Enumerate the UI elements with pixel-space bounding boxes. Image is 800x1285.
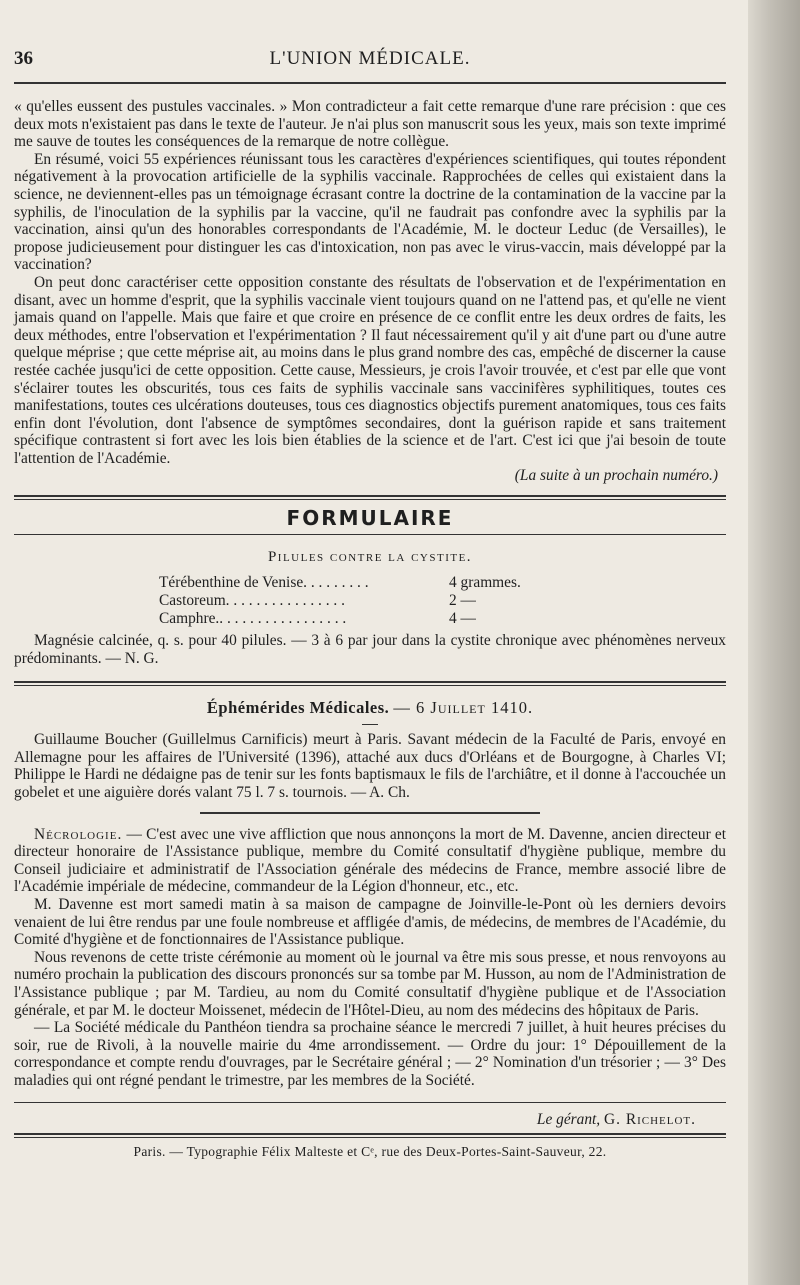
continuation-note: (La suite à un prochain numéro.)	[514, 467, 718, 485]
footer-divider	[14, 1102, 726, 1103]
short-divider	[362, 724, 378, 725]
signature-label: Le gérant,	[536, 1110, 601, 1128]
journal-page	[14, 30, 726, 1280]
ingredient-name: Térébenthine de Venise. . . . . . . . .	[159, 574, 369, 592]
ingredient-quantity: 4 —	[449, 610, 476, 628]
section-divider	[14, 681, 726, 686]
necrologie-paragraph: Nous revenons de cette triste cérémonie au moment où le journal va être mis sous presse, et nous renvoyons au numéro prochain la publication des discours prononcés sur sa tombe par M. Husson, au nom de l'Administration de l'Assistance publique ; par M. Tardieu, au nom du Comité consultatif d'hygiène publique et de l'Association générale, et par M. le docteur Moissenet, médecin de l'Hôtel-Dieu, au nom des médecins des hôpitaux de Paris.	[14, 948, 726, 1019]
necrologie-label: Nécrologie.	[34, 825, 123, 843]
article-paragraph: En résumé, voici 55 expériences réunissant tous les caractères d'expériences scientifiques, qui toutes répondent négativement à la provocation artificielle de la syphilis vaccinale. Rapprochées de celles qui existaient dans la science, ne deviennent-elles pas un témoignage écrasant contre la doctrine de la contamination de la vaccine par la syphilis, de l'inoculation de la syphilis par la vaccine, qu'il ne faudrait pas confondre avec la syphilis par la vaccination, ainsi qu'un des honorables correspondants de l'Académie, M. le docteur Leduc (de Versailles), le propose judicieusement pour distinguer les cas d'intoxication, non pas avec le virus-vaccin, mais développé par la vaccination?	[14, 150, 726, 274]
necrologie-paragraph: M. Davenne est mort samedi matin à sa maison de campagne de Joinville-le-Pont où les derniers devoirs venaient de lui être rendus par une foule nombreuse et affligée d'amis, de médecins, de membres de l'Académie, du Comité d'hygiène et de fonctionnaires de l'Assistance publique.	[14, 896, 726, 949]
section-divider	[200, 812, 540, 814]
recipe-list	[159, 574, 609, 628]
article-body	[14, 98, 726, 485]
printer-imprint: Paris. — Typographie Félix Malteste et Cᵉ, rue des Deux-Portes-Saint-Sauveur, 22.	[133, 1143, 607, 1159]
ingredient-name: Castoreum. . . . . . . . . . . . . . . .	[159, 592, 345, 610]
necrologie-text: — C'est avec une vive affliction que nous annonçons la mort de M. Davenne, ancien directeur et directeur honoraire de l'Assistance publique, membre du Comité consultatif d'hygiène publique, membre du Conseil judiciaire et administratif de l'Association générale des médecins de France, membre associé libre de l'Académie impériale de médecine, commandeur de la Légion d'honneur, etc., etc.	[14, 825, 726, 896]
recipe-row	[159, 592, 609, 610]
ingredient-quantity: 2 —	[449, 592, 476, 610]
article-paragraph: On peut donc caractériser cette opposition constante des résultats de l'observation et de l'expérimentation en disant, avec un homme d'esprit, que la syphilis vaccinale vient toujours quand on ne l'attend pas, et qu'elle ne vient jamais quand on l'appelle. Mais que faire et que croire en présence de ce conflit entre les deux ordres de faits, les deux méthodes, entre l'observation et l'expérimentation ? Il faut nécessairement qu'il y ait d'une part ou d'une autre quelque méprise ; que cette méprise ait, au moins dans le plus grand nombre des cas, empêché de discerner la cause restée cachée jusqu'ici de cette opposition. Cette cause, Messieurs, je crois l'avoir trouvée, et c'est par elle que vont s'éclairer toutes les obscurités, tous ces faits de syphilis vaccinale sans vaccinifères syphilitiques, toutes ces manifestations, toutes ces ulcérations douteuses, tous ces diagnostics objectifs purement anatomiques, tous ces faits enfin dont l'évolution, dont l'absence de symptômes secondaires, dont la guérison rapide et sans traitement spécifique contrastent si fort avec les lois bien établies de la science et de l'art. C'est ici que j'ai besoin de toute l'attention de l'Académie.	[14, 273, 726, 467]
necrologie-paragraph	[14, 826, 726, 896]
ingredient-name: Camphre.. . . . . . . . . . . . . . . . .	[159, 610, 347, 628]
page-edge-shadow	[748, 0, 800, 1285]
footer-divider	[14, 1133, 726, 1138]
societe-notice: — La Société médicale du Panthéon tiendra sa prochaine séance le mercredi 7 juillet, à huit heures précises du soir, rue de Rivoli, à la nouvelle mairie du 4me arrondissement. — Ordre du jour: 1° Dépouillement de la correspondance et compte rendu d'ouvrages, par le Secrétaire général ; — 2° Nomination d'un trésorier ; — 3° Des maladies qui ont régné pendant le trimestre, par les membres de la Société.	[14, 1019, 726, 1089]
formula-instructions: Magnésie calcinée, q. s. pour 40 pilules. — 3 à 6 par jour dans la cystite chronique avec phénomènes nerveux prédominants. — N. G.	[14, 632, 726, 667]
section-divider	[14, 495, 726, 500]
article-paragraph: « qu'elles eussent des pustules vaccinales. » Mon contradicteur a fait cette remarque d'une rare précision : que ces deux mots n'existaient pas dans le texte de l'auteur. Je n'ai plus son manuscrit sous les yeux, mais son texte imprimé me sauve de toutes les conséquences de la remarque de notre collègue.	[14, 98, 726, 151]
recipe-row	[159, 574, 609, 592]
signature	[14, 1111, 696, 1129]
section-divider	[14, 534, 726, 535]
recipe-row	[159, 610, 609, 628]
ephemerides-title: Éphémérides Médicales.	[206, 698, 390, 718]
page-header	[14, 48, 726, 84]
formulaire-title: FORMULAIRE	[286, 506, 454, 531]
ingredient-quantity: 4 grammes.	[449, 574, 521, 592]
formula-subtitle: Pilules contre la cystite.	[267, 549, 473, 566]
signature-name: G. Richelot.	[604, 1110, 696, 1128]
ephemerides-text: Guillaume Boucher (Guillelmus Carnificis) meurt à Paris. Savant médecin de la Faculté de Paris, envoyé en Allemagne pour les affaires de l'Université (1396), attaché aux ducs d'Orléans et de Bourgogne, à Charles VI; Philippe le Hardi ne dédaigne pas de tenir sur les fonts baptismaux le fils de l'archiâtre, et il donne à l'accouchée un gobelet et une aiguière dorés valant 75 l. 7 s. tournois. — A. Ch.	[14, 731, 726, 802]
running-title: L'UNION MÉDICALE.	[269, 48, 471, 69]
ephemerides-heading	[14, 698, 726, 718]
page-number: 36	[14, 48, 33, 69]
ephemerides-date: — 6 Juillet 1410.	[393, 698, 534, 718]
